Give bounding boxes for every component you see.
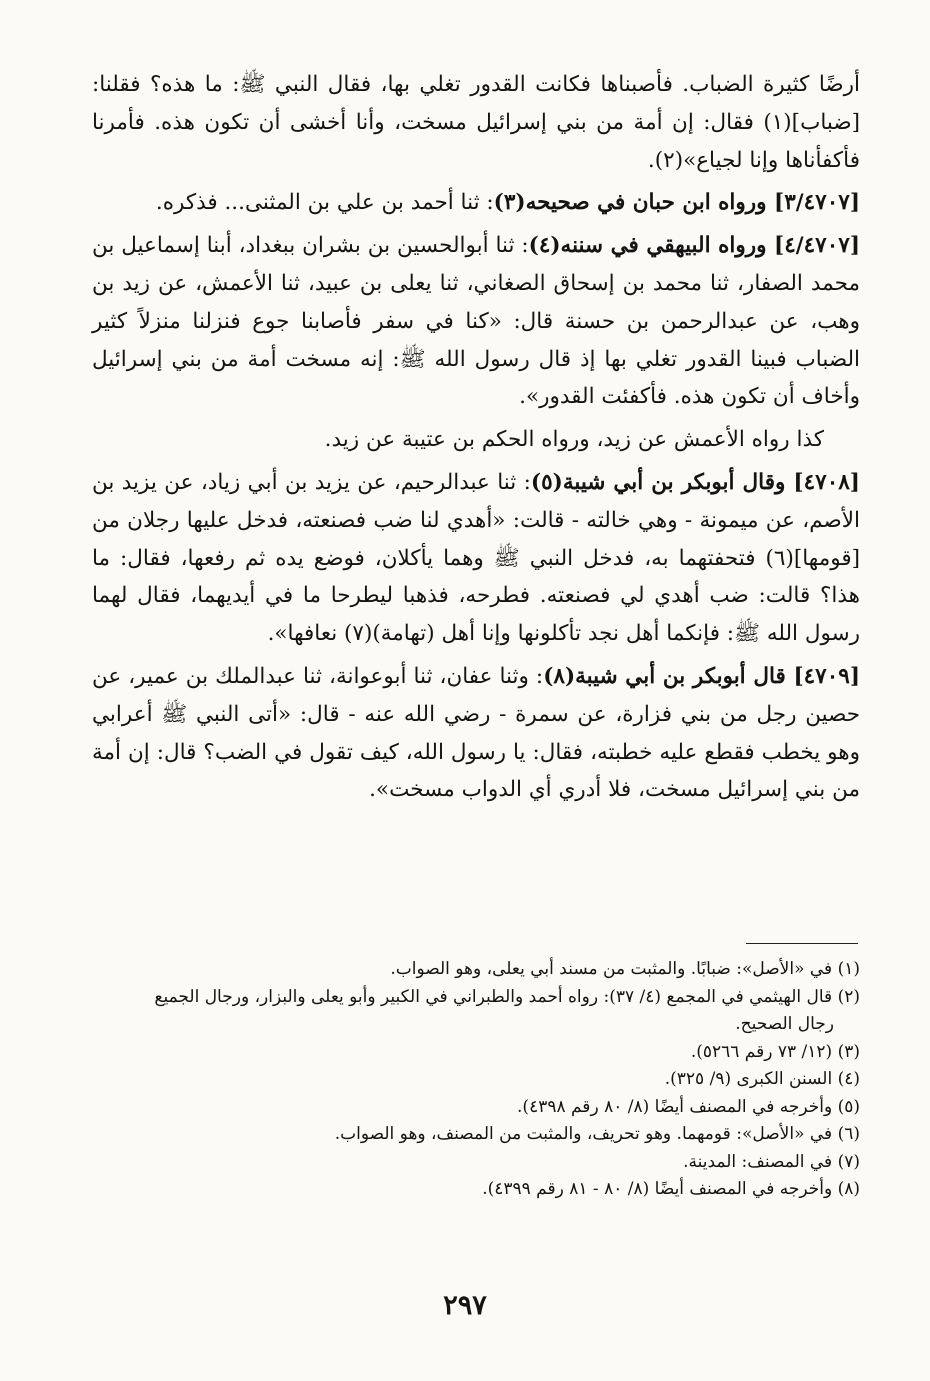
main-text	[92, 66, 860, 814]
footnote-3: (٣) (١٢/ ٧٣ رقم ٥٢٦٦).	[690, 1041, 860, 1062]
hadith-heading: [٤٧٠٩] قال أبوبكر بن أبي شيبة(٨)	[543, 663, 861, 689]
paragraph-text: كذا رواه الأعمش عن زيد، ورواه الحكم بن عتيبة عن زيد.	[324, 427, 824, 453]
paragraph-text: : ثنا أبوالحسين بن بشران ببغداد، أبنا إسماعيل بن محمد الصفار، ثنا محمد بن إسحاق الصغاني، ثنا يعلى بن عبيد، ثنا الأعمش، عن زيد بن وهب، عن عبدالرحمن بن حسنة قال: «كنا في سفر فأصابنا جوع فنزلنا منزلاً كثير الضباب فبينا القدور تغلي بها إذ قال رسول الله ﷺ: إنه مسخت أمة من بني إسرائيل وأخاف أن تكون هذه. فأكفئت القدور».	[92, 233, 860, 410]
paragraph-3-hadith-4707-4	[92, 227, 860, 416]
footnote-2: (٢) قال الهيثمي في المجمع (٤/ ٣٧): رواه أحمد والطبراني في الكبير وأبو يعلى والبزار، ورجال الجميع	[154, 986, 860, 1007]
hadith-heading: [٤٧٠٨] وقال أبوبكر بن أبي شيبة(٥)	[530, 469, 860, 495]
paragraph-text: : ثنا أحمد بن علي بن المثنى... فذكره.	[155, 190, 494, 216]
footnote-7: (٧) في المصنف: المدينة.	[683, 1151, 860, 1172]
page-number: ٢٩٧	[443, 1290, 487, 1321]
paragraph-6-hadith-4709	[92, 658, 860, 809]
paragraph-2-hadith-4707-3	[92, 184, 860, 222]
hadith-heading: [٣/٤٧٠٧] ورواه ابن حبان في صحيحه(٣)	[493, 190, 860, 216]
footnote-2-continuation: رجال الصحيح.	[735, 1014, 834, 1034]
paragraph-text: : وثنا عفان، ثنا أبوعوانة، ثنا عبدالملك بن عمير، عن حصين رجل من بني فزارة، عن سمرة - رضي الله عنه - قال: «أتى النبي ﷺ أعرابي وهو يخطب فقطع عليه خطبته، فقال: يا رسول الله، كيف تقول في الضب؟ قال: إن أمة من بني إسرائيل مسخت، فلا أدري أي الدواب مسخت».	[92, 663, 860, 803]
footnote-divider	[746, 943, 858, 944]
paragraph-5-hadith-4708	[92, 464, 860, 653]
footnote-1: (١) في «الأصل»: ضبابًا. والمثبت من مسند أبي يعلى، وهو الصواب.	[390, 959, 860, 979]
hadith-heading: [٤/٤٧٠٧] ورواه البيهقي في سننه(٤)	[528, 233, 860, 259]
footnote-8: (٨) وأخرجه في المصنف أيضًا (٨/ ٨٠ - ٨١ رقم ٤٣٩٩).	[482, 1179, 860, 1199]
paragraph-1	[92, 66, 860, 179]
footnote-6: (٦) في «الأصل»: قومهما. وهو تحريف، والمثبت من المصنف، وهو الصواب.	[334, 1124, 860, 1144]
footnote-5: (٥) وأخرجه في المصنف أيضًا (٨/ ٨٠ رقم ٤٣٩٨).	[517, 1096, 860, 1117]
paragraph-4-note	[92, 421, 860, 459]
paragraph-text: أرضًا كثيرة الضباب. فأصبناها فكانت القدور تغلي بها، فقال النبي ﷺ: ما هذه؟ فقلنا: [ضباب](١) فقال: إن أمة من بني إسرائيل مسخت، وأنا أخشى أن تكون هذه. فأمرنا فأكفأناها وإنا لجياع»(٢).	[92, 72, 860, 173]
footnotes	[92, 956, 860, 1204]
footnote-4: (٤) السنن الكبرى (٩/ ٣٢٥).	[664, 1069, 860, 1089]
paragraph-text: : ثنا عبدالرحيم، عن يزيد بن أبي زياد، عن يزيد بن الأصم، عن ميمونة - وهي خالته - قالت: «أهدي لنا ضب فصنعته، فدخل عليها رجلان من [قومها](٦) فتحفتهما به، فدخل النبي ﷺ وهما يأكلان، فوضع يده ثم رفعها، فقال: ما هذا؟ قالت: ضب أهدي لي فصنعته. فطرحه، فذهبا ليطرحا ما في أيديهما، فقال لهما رسول الله ﷺ: فإنكما أهل نجد تأكلونها وإنا أهل (تهامة)(٧) نعافها».	[92, 469, 860, 647]
